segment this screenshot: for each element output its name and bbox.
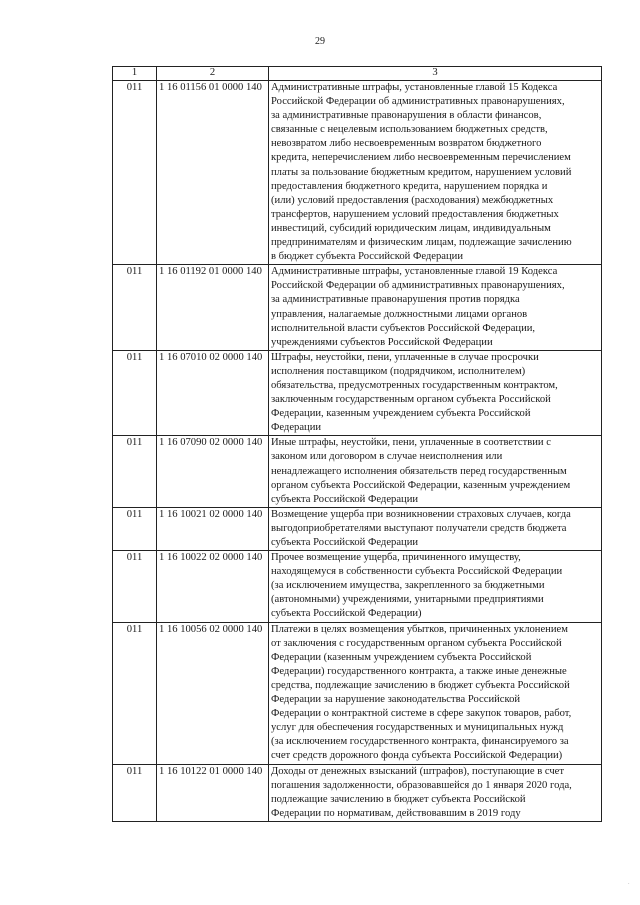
description-cell [269,551,602,622]
description-line: (автономными) учреждениями, унитарными предприятиями [271,594,544,606]
table-row [113,350,602,436]
table-row [113,622,602,764]
description-line: невозвратом либо несвоевременным возвратом бюджетного [271,138,542,150]
admin-code-cell: 011 [113,81,157,265]
description-line: Российской Федерации об административных правонарушениях, [271,280,565,292]
budget-code-cell: 1 16 10122 01 0000 140 [157,764,269,821]
table-row [113,81,602,265]
description-line: кредита, неперечислением либо несвоевременным перечислением [271,152,571,164]
description-cell [269,622,602,764]
description-line: Прочее возмещение ущерба, причиненного имуществу, [271,552,521,564]
budget-code-cell: 1 16 10056 02 0000 140 [157,622,269,764]
description-line: ненадлежащего исполнения обязательств перед государственным [271,465,567,477]
budget-code-cell: 1 16 01156 01 0000 140 [157,81,269,265]
budget-code-cell: 1 16 07090 02 0000 140 [157,436,269,507]
description-line: платы за пользование бюджетным кредитом, нарушением условий [271,166,572,178]
description-line: исполнения поставщиком (подрядчиком, исполнителем) [271,365,526,377]
admin-code-cell: 011 [113,622,157,764]
description-cell [269,350,602,436]
description-line: Федерации) государственного контракта, а также иные денежные [271,665,567,677]
description-line: подлежащие зачислению в бюджет субъекта Российской [271,793,526,805]
description-line: Российской Федерации об административных правонарушениях, [271,96,565,108]
description-line: Федерации (казенным учреждением субъекта Российской [271,651,532,663]
description-line: учреждениями субъектов Российской Федерации [271,336,493,348]
description-line: Иные штрафы, неустойки, пени, уплаченные в соответствии с [271,437,551,449]
description-line: обязательства, предусмотренных государственным контрактом, [271,379,558,391]
description-line: находящемуся в собственности субъекта Российской Федерации [271,566,563,578]
table-row [113,436,602,507]
description-line: субъекта Российской Федерации) [271,608,422,620]
description-line: Федерации о контрактной системе в сфере закупок товаров, работ, [271,708,572,720]
description-line: услуг для обеспечения государственных и муниципальных нужд [271,722,564,734]
admin-code-cell: 011 [113,350,157,436]
admin-code-cell: 011 [113,507,157,550]
description-cell [269,507,602,550]
table-row [113,551,602,622]
admin-code-cell: 011 [113,551,157,622]
budget-code-cell: 1 16 10022 02 0000 140 [157,551,269,622]
description-line: Возмещение ущерба при возникновении страховых случаев, когда [271,508,571,520]
admin-code-cell: 011 [113,436,157,507]
description-line: управления, налагаемые должностными лицами органов [271,308,528,320]
table-row [113,265,602,351]
scan-mark: · [628,882,630,887]
description-line: (за исключением государственного контракта, финансируемого за [271,736,569,748]
description-line: выгодоприобретателями выступают получатели средств бюджета [271,522,567,534]
description-line: за административные правонарушения против порядка [271,294,520,306]
description-line: Платежи в целях возмещения убытков, причиненных уклонением [271,623,568,635]
admin-code-cell: 011 [113,265,157,351]
description-line: законом или договором в случае неисполнения или [271,451,503,463]
description-line: Федерации, казенным учреждением субъекта Российской [271,408,531,420]
description-line: средства, подлежащие зачислению в бюджет субъекта Российской [271,679,570,691]
description-line: Административные штрафы, установленные главой 19 Кодекса [271,266,558,278]
budget-code-cell: 1 16 01192 01 0000 140 [157,265,269,351]
description-line: Административные штрафы, установленные главой 15 Кодекса [271,82,558,93]
description-line: исполнительной власти субъектов Российской Федерации, [271,322,536,334]
description-line: Штрафы, неустойки, пени, уплаченные в случае просрочки [271,351,539,363]
description-line: (за исключением имущества, закрепленного за бюджетными [271,580,545,592]
description-line: заключенным государственным органом субъекта Российской [271,394,551,406]
description-line: инвестиций, субсидий юридическим лицам, индивидуальным [271,222,551,234]
description-line: (или) условий предоставления (расходования) межбюджетных [271,194,554,206]
page-number: 29 [315,36,325,47]
description-line: органом субъекта Российской Федерации, казенным учреждением [271,479,571,491]
description-line: субъекта Российской Федерации [271,537,419,548]
column-header-3: 3 [269,67,602,81]
description-line: предоставления бюджетного кредита, нарушением порядка и [271,180,548,192]
table-row [113,507,602,550]
admin-code-cell: 011 [113,764,157,821]
description-line: трансфертов, нарушением условий предоставления бюджетных [271,208,559,220]
revenue-classification-table [112,66,602,822]
description-cell [269,265,602,351]
description-line: счет средств дорожного фонда субъекта Российской Федерации) [271,750,563,762]
description-line: в бюджет субъекта Российской Федерации [271,251,463,263]
description-line: Доходы от денежных взысканий (штрафов), поступающие в счет [271,765,565,777]
description-line: погашения задолженности, образовавшейся до 1 января 2020 года, [271,779,572,791]
description-cell [269,436,602,507]
budget-code-cell: 1 16 07010 02 0000 140 [157,350,269,436]
description-line: связанные с нецелевым использованием бюджетных средств, [271,124,548,136]
description-line: Федерации [271,422,322,434]
description-line: за административные правонарушения в области финансов, [271,110,542,122]
column-header-1: 1 [113,67,157,81]
table-row [113,764,602,821]
table-header-row [113,67,602,81]
description-line: Федерации по нормативам, действовавшим в 2019 году [271,807,521,819]
description-cell [269,764,602,821]
column-header-2: 2 [157,67,269,81]
description-line: от заключения с государственным органом субъекта Российской [271,637,562,649]
description-line: Федерации за нарушение законодательства Российской [271,694,521,706]
description-line: предпринимателям и физическим лицам, подлежащие зачислению [271,237,572,249]
description-cell [269,81,602,265]
description-line: субъекта Российской Федерации [271,493,419,505]
budget-code-cell: 1 16 10021 02 0000 140 [157,507,269,550]
